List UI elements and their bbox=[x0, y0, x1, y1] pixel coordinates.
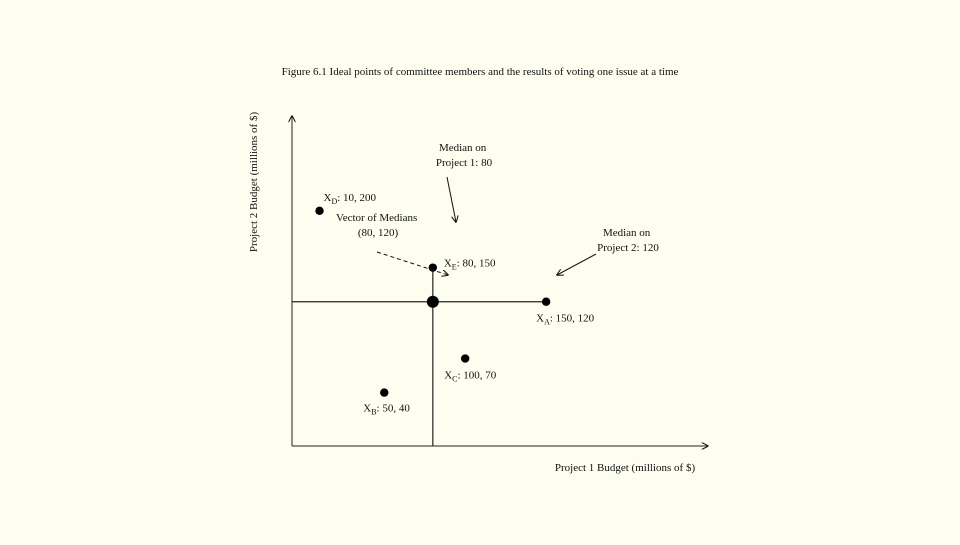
point-label-xe bbox=[444, 258, 496, 272]
point-label-letter: X bbox=[363, 402, 372, 415]
point-xd bbox=[315, 207, 323, 215]
chart-title: Figure 6.1 Ideal points of committee members and the results of voting one issue at a time bbox=[281, 66, 679, 78]
point-xc bbox=[461, 354, 469, 362]
annotation-line: Median on bbox=[438, 142, 487, 154]
point-label-subscript: D bbox=[331, 196, 338, 206]
point-label-xc bbox=[444, 370, 497, 384]
annotation-vector-of-medians bbox=[336, 212, 420, 239]
annotation-arrow-vector-of-medians bbox=[377, 252, 448, 275]
point-label-value: : 10, 200 bbox=[337, 191, 377, 204]
annotation-arrow-median-project-2 bbox=[557, 254, 596, 275]
point-label-subscript: C bbox=[452, 374, 458, 384]
median-point bbox=[427, 296, 439, 308]
point-label-subscript: A bbox=[544, 317, 550, 327]
point-label-xd bbox=[324, 192, 377, 206]
x-axis-label: Project 1 Budget (millions of $) bbox=[554, 462, 696, 474]
annotation-line: Median on bbox=[602, 227, 651, 239]
annotation-line: Vector of Medians bbox=[335, 212, 418, 224]
point-label-letter: X bbox=[443, 257, 452, 270]
annotation-line: Project 2: 120 bbox=[597, 242, 659, 254]
point-label-letter: X bbox=[323, 191, 332, 204]
point-label-value: : 50, 40 bbox=[376, 402, 410, 415]
point-label-letter: X bbox=[536, 312, 545, 325]
annotation-line: (80, 120) bbox=[357, 227, 399, 239]
annotation-median-project-2 bbox=[597, 227, 659, 254]
annotation-arrow-median-project-1 bbox=[447, 177, 456, 222]
point-label-value: : 100, 70 bbox=[457, 369, 497, 382]
point-xb bbox=[380, 388, 388, 396]
point-label-value: : 80, 150 bbox=[456, 257, 496, 270]
y-axis-label: Project 2 Budget (millions of $) bbox=[248, 111, 260, 253]
point-label-letter: X bbox=[444, 369, 453, 382]
point-label-subscript: B bbox=[371, 407, 377, 417]
point-label-xa bbox=[536, 313, 595, 327]
point-label-subscript: E bbox=[451, 262, 457, 272]
point-xa bbox=[542, 298, 550, 306]
data-points bbox=[315, 192, 594, 417]
point-label-xb bbox=[363, 403, 410, 417]
annotation-line: Project 1: 80 bbox=[435, 157, 493, 169]
annotation-median-project-1 bbox=[436, 142, 493, 169]
point-label-value: : 150, 120 bbox=[549, 312, 595, 325]
